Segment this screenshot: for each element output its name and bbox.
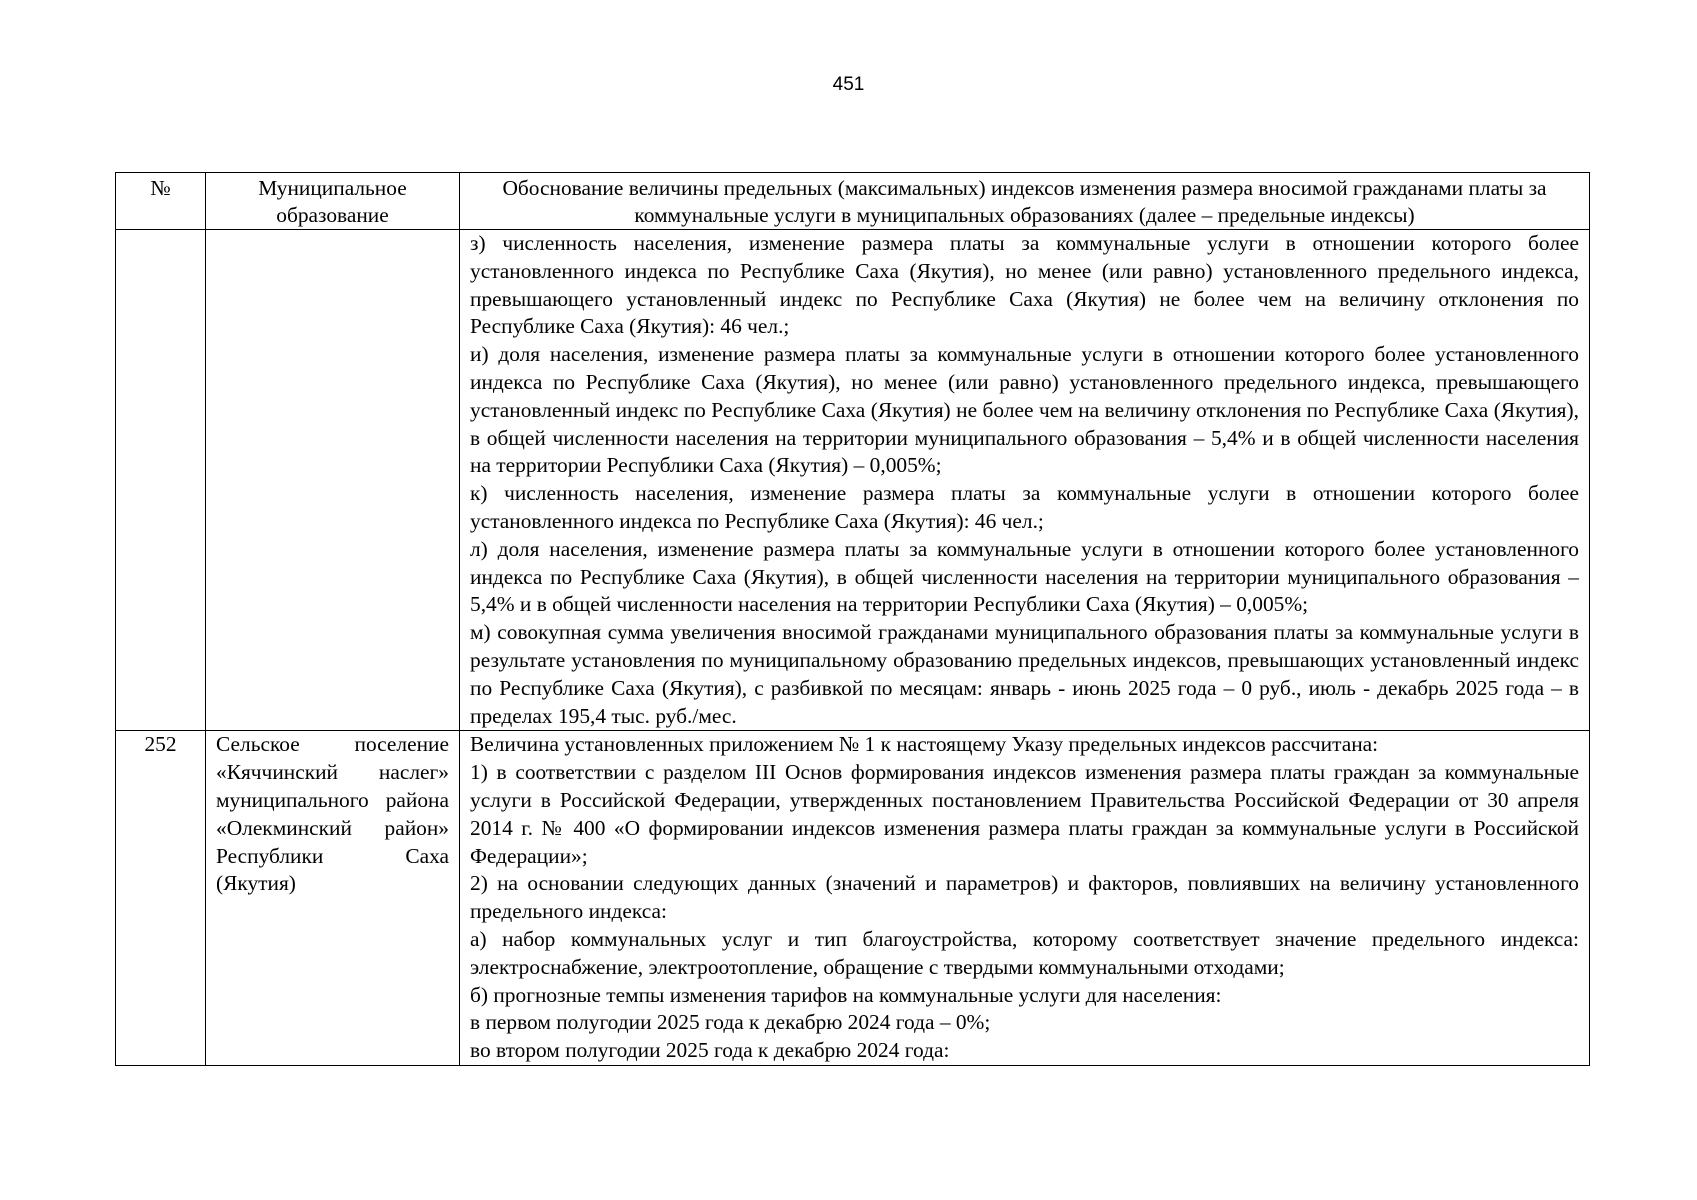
- paragraph-intro: Величина установленных приложением № 1 к настоящему Указу предельных индексов рассчитана:: [470, 732, 1379, 757]
- paragraph-first-half: в первом полугодии 2025 года к декабрю 2024 года – 0%;: [470, 1010, 991, 1035]
- paragraph-i: и) доля населения, изменение размера платы за коммунальные услуги в отношении которого более установленного индекса по Республике Саха (Якутия), но менее (или равно) установленного предельного индекса, превышающего установленный индекс по Республике Саха (Якутия) не более чем на величину отклонения по Республике Саха (Якутия), в общей численности населения на территории муниципального образования – 5,4% и в общей численности населения на территории Республики Саха (Якутия) – 0,005%;: [470, 342, 1579, 478]
- table-header-row: [116, 173, 1590, 230]
- row-number: [116, 230, 206, 731]
- paragraph-1: 1) в соответствии с разделом III Основ формирования индексов изменения размера платы граждан за коммунальные услуги в Российской Федерации, утвержденных постановлением Правительства Российской Федерации от 30 апреля 2014 г. № 400 «О формировании индексов изменения размера платы граждан за коммунальные услуги в Российской Федерации»;: [470, 760, 1579, 868]
- row-justification: [460, 230, 1590, 731]
- row-municipality: [206, 230, 460, 731]
- row-justification: [460, 731, 1590, 1066]
- index-justification-table: [115, 172, 1590, 1066]
- page-number: 451: [832, 74, 865, 95]
- paragraph-second-half: во втором полугодии 2025 года к декабрю 2024 года:: [470, 1038, 950, 1063]
- header-justification: Обоснование величины предельных (максимальных) индексов изменения размера вносимой гражданами платы за коммунальные услуги в муниципальных образованиях (далее – предельные индексы): [460, 173, 1590, 230]
- paragraph-k: к) численность населения, изменение размера платы за коммунальные услуги в отношении которого более установленного индекса по Республике Саха (Якутия): 46 чел.;: [470, 481, 1579, 533]
- paragraph-m: м) совокупная сумма увеличения вносимой гражданами муниципального образования платы за коммунальные услуги в результате установления по муниципальному образованию предельных индексов, превышающих установленный индекс по Республике Саха (Якутия), с разбивкой по месяцам: январь - июнь 2025 года – 0 руб., июль - декабрь 2025 года – в пределах 195,4 тыс. руб./мес.: [470, 620, 1579, 728]
- row-municipality: [206, 731, 460, 1066]
- paragraph-b: б) прогнозные темпы изменения тарифов на коммунальные услуги для населения:: [470, 982, 1222, 1007]
- paragraph-l: л) доля населения, изменение размера платы за коммунальные услуги в отношении которого более установленного индекса по Республике Саха (Якутия), в общей численности населения на территории муниципального образования – 5,4% и в общей численности населения на территории Республики Саха (Якутия) – 0,005%;: [470, 536, 1579, 617]
- paragraph-2: 2) на основании следующих данных (значений и параметров) и факторов, повлиявших на величину установленного предельного индекса:: [470, 871, 1579, 924]
- table-row: [116, 230, 1590, 731]
- header-municipality: Муниципальное образование: [206, 173, 460, 230]
- paragraph-z: з) численность населения, изменение размера платы за коммунальные услуги в отношении которого более установленного индекса по Республике Саха (Якутия), но менее (или равно) установленного предельного индекса, превышающего установленный индекс по Республике Саха (Якутия) не более чем на величину отклонения по Республике Саха (Якутия): 46 чел.;: [470, 231, 1579, 339]
- municipality-name: Сельское поселение «Кяччинский наслег» муниципального района «Олекминский район» Республики Саха (Якутия): [216, 732, 449, 896]
- paragraph-a: а) набор коммунальных услуг и тип благоустройства, которому соответствует значение предельного индекса: электроснабжение, электроотопление, обращение с твердыми коммунальными отходами;: [470, 926, 1579, 979]
- table-row: [116, 731, 1590, 1066]
- header-number: №: [116, 173, 206, 230]
- row-number: 252: [116, 731, 206, 1066]
